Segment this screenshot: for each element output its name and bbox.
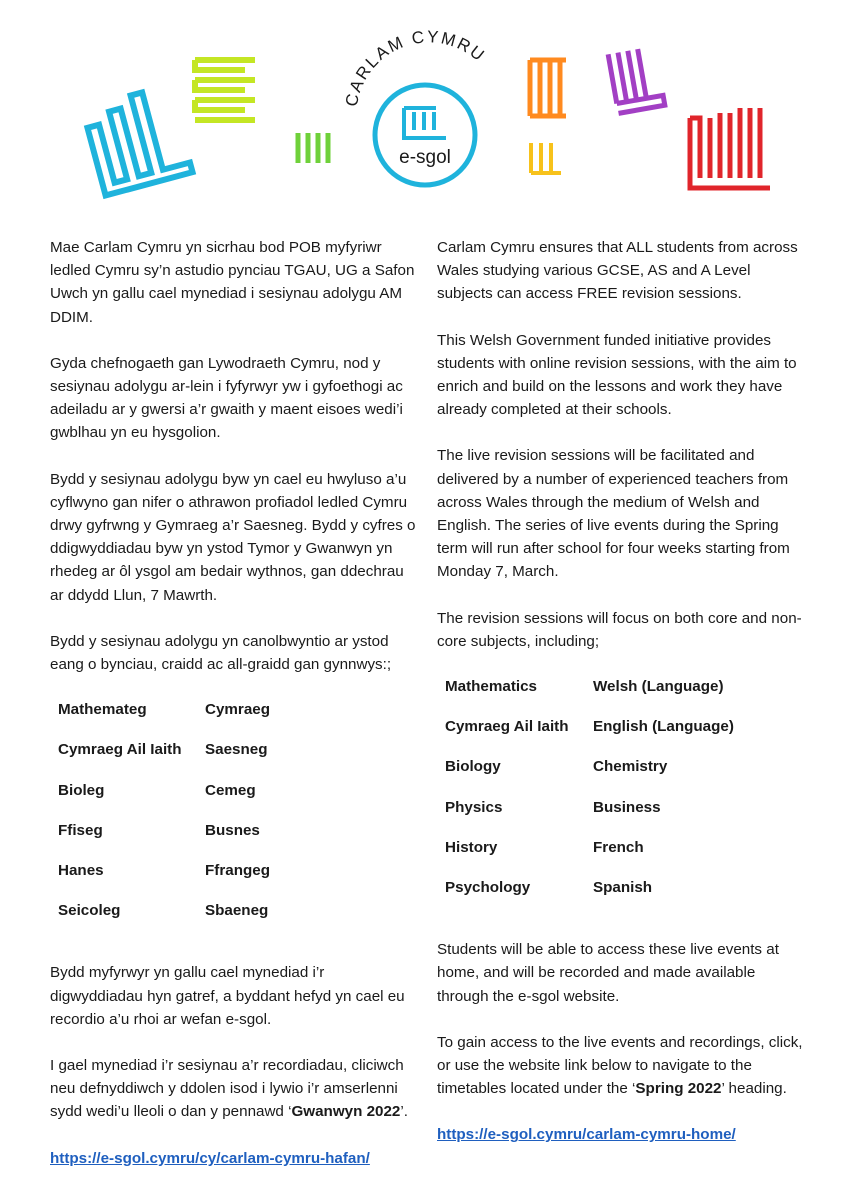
subject-cell: Ffrangeg (205, 862, 270, 879)
subject-cell: History (445, 838, 498, 856)
table-row (58, 859, 270, 899)
subject-cell: Chemistry (593, 758, 668, 776)
orange-meander-shape (530, 60, 566, 116)
english-instructions-text: To gain access to the live events and recordings, click, or use the website link below to navigate to the timetables located under the ‘ (437, 1033, 803, 1098)
english-subjects-table (445, 675, 734, 916)
english-sessions-paragraph: The live revision sessions will be facilitated and delivered by a number of experienced teachers from across Wales through the medium of Welsh and English. The series of live events during the Spring term will run after school for four weeks starting from Monday 7, March. (437, 447, 790, 581)
welsh-website-link[interactable]: https://e-sgol.cymru/cy/carlam-cymru-hafan/ (50, 1149, 370, 1167)
welsh-link-instructions (50, 1054, 420, 1124)
english-heading-name: Spring 2022 (635, 1080, 722, 1098)
subject-cell: English (Language) (593, 718, 734, 736)
english-link-instructions (437, 1031, 807, 1101)
table-row (58, 819, 270, 859)
welsh-column (50, 236, 420, 1193)
subject-cell: Busnes (205, 821, 260, 839)
subject-cell: Psychology (445, 878, 531, 896)
english-intro-paragraph: Carlam Cymru ensures that ALL students from across Wales studying various GCSE, AS and A Level subjects can access FREE revision sessions. (437, 239, 798, 303)
header-banner (0, 0, 848, 215)
subject-cell: Cymraeg (205, 701, 270, 719)
table-row (445, 836, 734, 876)
subject-cell: Ffiseg (58, 821, 103, 839)
lime-meander-shape (195, 60, 255, 120)
welsh-funding-paragraph: Gyda chefnogaeth gan Lywodraeth Cymru, nod y sesiynau adolygu ar-lein i fyfyrwyr yw i gyfoethogi ac adeiladu ar y gwersi a’r gwaith y maent eisoes wedi’i gwblhau yn eu hysgolion. (50, 354, 403, 442)
subject-cell: Cymraeg Ail Iaith (58, 741, 182, 759)
table-row (445, 675, 734, 715)
green-meander-shape (298, 133, 328, 163)
subject-cell: French (593, 838, 644, 856)
subject-cell: Sbaeneg (205, 902, 269, 920)
carlam-cymru-logo (342, 27, 489, 185)
table-row (58, 899, 270, 939)
logo-brand-text: e-sgol (399, 147, 451, 168)
welsh-subjects-table (58, 698, 270, 939)
welsh-sessions-paragraph: Bydd y sesiynau adolygu byw yn cael eu hwyluso a’u cyflwyno gan nifer o athrawon profiadol ledled Cymru drwy gyfrwng y Gymraeg a’r Saesneg. Bydd y cyfres o ddigwyddiadau byw yn ystod Tymor y Gwanwyn yn rhedeg ar ôl ysgol am bedair wythnos, gan ddechrau ar ddydd Llun, 7 Mawrth. (50, 470, 416, 604)
subject-cell: Physics (445, 798, 503, 816)
table-row (58, 738, 270, 778)
subject-cell: Mathematics (445, 678, 538, 696)
subject-cell: Biology (445, 758, 501, 776)
subject-cell: Seicoleg (58, 902, 121, 920)
english-website-link[interactable]: https://e-sgol.cymru/carlam-cymru-home/ (437, 1126, 736, 1144)
english-access-paragraph: Students will be able to access these live events at home, and will be recorded and made available through the e-sgol website. (437, 941, 779, 1005)
table-row (445, 715, 734, 755)
welsh-instructions-text: I gael mynediad i’r sesiynau a’r recordiadau, cliciwch neu defnyddiwch y ddolen isod i lywio i’r amserlenni sydd wedi’u lleoli o dan y pennawd ‘ (50, 1056, 404, 1121)
english-funding-paragraph: This Welsh Government funded initiative provides students with online revision sessions, with the aim to enrich and build on the lessons and work they have already completed at their schools. (437, 331, 797, 419)
welsh-heading-name: Gwanwyn 2022 (291, 1103, 401, 1121)
welsh-subjects-intro: Bydd y sesiynau adolygu yn canolbwyntio ar ystod eang o bynciau, craidd ac all-graidd gan gynnwys:; (50, 632, 392, 674)
subject-cell: Bioleg (58, 781, 105, 799)
table-row (58, 698, 270, 738)
banner-graphic (0, 0, 848, 215)
english-instructions-end: ’ heading. (721, 1080, 787, 1098)
english-subjects-intro: The revision sessions will focus on both core and non-core subjects, including; (437, 609, 802, 650)
subject-cell: Saesneg (205, 741, 268, 759)
welsh-instructions-end: ’. (400, 1103, 408, 1121)
subject-cell: Cymraeg Ail Iaith (445, 718, 569, 736)
english-column (437, 236, 807, 1170)
welsh-intro-paragraph: Mae Carlam Cymru yn sicrhau bod POB myfyriwr ledled Cymru sy’n astudio pynciau TGAU, UG a Safon Uwch yn gallu cael mynediad i sesiynau adolygu AM DDIM. (50, 239, 415, 326)
subject-cell: Mathemateg (58, 701, 147, 719)
table-row (445, 755, 734, 795)
cyan-meander-shape (82, 85, 192, 195)
subject-cell: Hanes (58, 862, 104, 879)
table-row (445, 876, 734, 916)
welsh-access-paragraph: Bydd myfyrwyr yn gallu cael mynediad i’r digwyddiadau hyn gatref, a byddant hefyd yn cael eu recordio a’u rhoi ar wefan e-sgol. (50, 964, 405, 1028)
table-row (445, 796, 734, 836)
logo-arc-text: CARLAM CYMRU (341, 27, 490, 109)
yellow-meander-shape (531, 143, 561, 173)
subject-cell: Business (593, 798, 661, 816)
table-row (58, 779, 270, 819)
subject-cell: Spanish (593, 878, 653, 896)
subject-cell: Cemeg (205, 781, 256, 799)
red-meander-shape (690, 108, 770, 188)
purple-meander-shape (608, 46, 665, 113)
subject-cell: Welsh (Language) (593, 678, 724, 696)
logo-ring (375, 85, 475, 185)
